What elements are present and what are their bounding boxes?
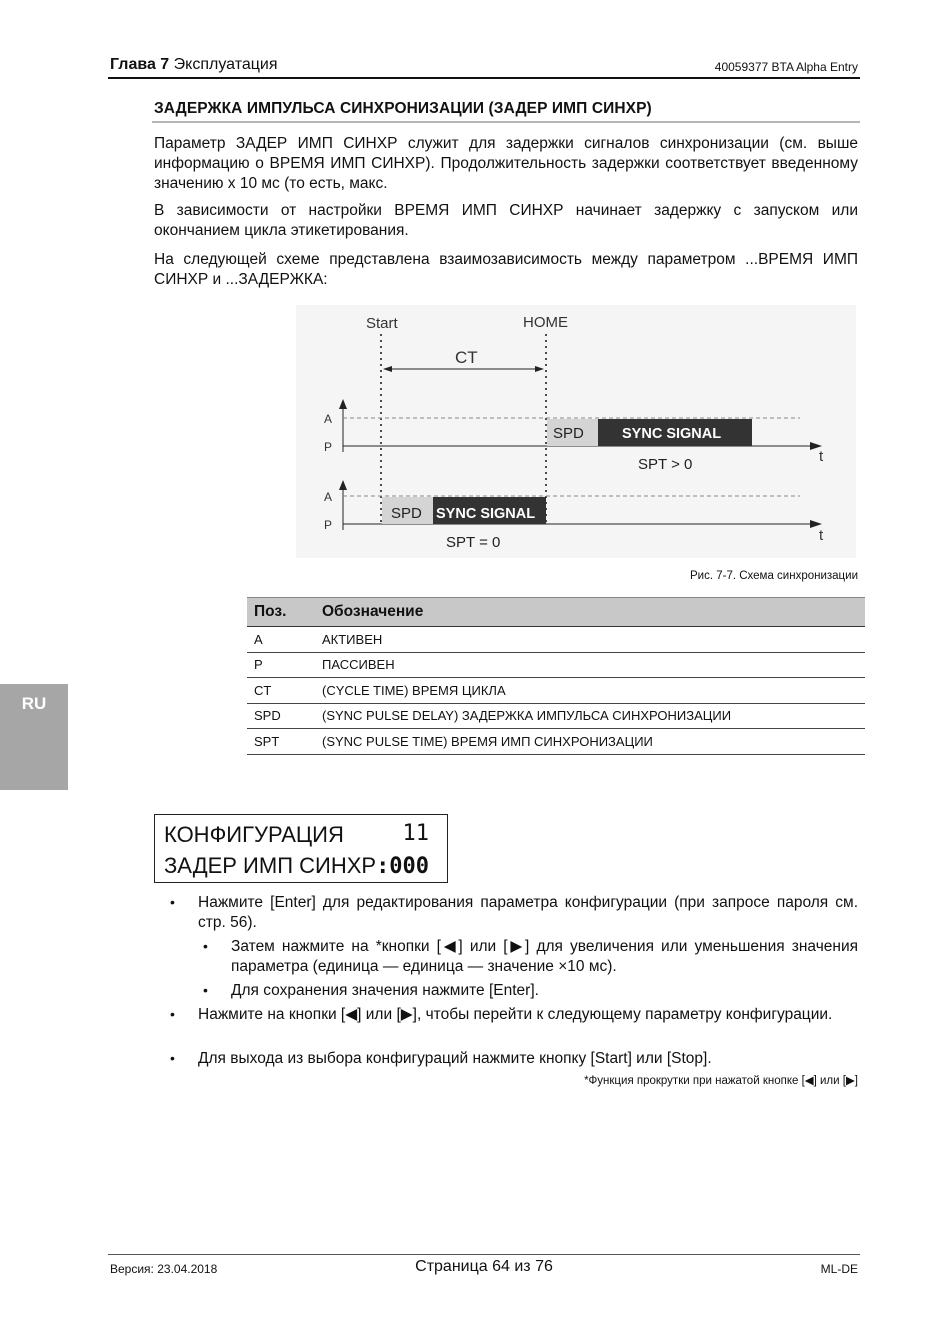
- upper-p-label: P: [324, 440, 333, 454]
- table-row: [247, 627, 865, 653]
- paragraph-3: На следующей схеме представлена взаимозависимость между параметром ...ВРЕМЯ ИМП СИНХР и ...ЗАДЕРЖКА:: [154, 251, 858, 288]
- table-row: [247, 678, 865, 704]
- lcd-display: [154, 814, 448, 883]
- legend-pos: CT: [247, 678, 315, 704]
- legend-col-desc: Обозначение: [315, 598, 865, 627]
- lower-spd-label: SPD: [391, 505, 422, 522]
- lower-a-label: A: [324, 490, 333, 504]
- lcd-line2: [164, 853, 429, 879]
- upper-t-label: t: [819, 448, 824, 465]
- sync-timing-diagram: [0, 0, 950, 600]
- upper-sync-label: SYNC SIGNAL: [622, 426, 722, 442]
- start-label: Start: [366, 315, 398, 332]
- footer-divider: [108, 1254, 860, 1255]
- bullet-3: Для выхода из выбора конфигураций нажмите кнопку [Start] или [Stop].: [198, 1050, 712, 1067]
- footnote: *Функция прокрутки при нажатой кнопке [◀] или [▶]: [584, 1075, 858, 1087]
- ct-label: CT: [455, 348, 478, 367]
- legend-pos: A: [247, 627, 315, 653]
- lcd-line1-number: 11: [402, 821, 429, 846]
- language-tab: [0, 684, 68, 790]
- bullet-2: Нажмите на кнопки [◀] или [▶], чтобы перейти к следующему параметру конфигурации.: [198, 1006, 833, 1023]
- bullet-dot: •: [170, 894, 175, 910]
- legend-table: [247, 597, 865, 755]
- doc-id: 40059377 BTA Alpha Entry: [714, 60, 858, 74]
- legend-header-row: [247, 598, 865, 627]
- bullet-1a: Затем нажмите на *кнопки [◀] или [▶] для увеличения или уменьшения значения параметра (единица — единица — значение ×10 мс).: [231, 938, 858, 975]
- legend-col-pos: Поз.: [247, 598, 315, 627]
- legend-desc: (SYNC PULSE TIME) ВРЕМЯ ИМП СИНХРОНИЗАЦИИ: [315, 729, 865, 755]
- lcd-line2-label: ЗАДЕР ИМП СИНХР: [164, 853, 377, 878]
- table-row: [247, 729, 865, 755]
- bullet-1b: Для сохранения значения нажмите [Enter].: [231, 982, 539, 999]
- legend-desc: АКТИВЕН: [315, 627, 865, 653]
- chapter-number: Глава 7: [110, 56, 170, 73]
- spt-gt0-label: SPT > 0: [638, 456, 693, 473]
- footer-lang: ML-DE: [820, 1262, 858, 1276]
- home-label: HOME: [523, 314, 568, 331]
- upper-spd-label: SPD: [553, 425, 584, 442]
- language-tab-label: RU: [21, 694, 47, 713]
- bullet-dot: •: [203, 938, 208, 954]
- legend-pos: SPD: [247, 703, 315, 729]
- lower-p-label: P: [324, 518, 333, 532]
- upper-a-label: A: [324, 412, 333, 426]
- table-row: [247, 703, 865, 729]
- footer-version: Версия: 23.04.2018: [110, 1262, 218, 1276]
- table-row: [247, 652, 865, 678]
- section-title: ЗАДЕРЖКА ИМПУЛЬСА СИНХРОНИЗАЦИИ (ЗАДЕР ИМП СИНХР): [154, 100, 652, 117]
- legend-pos: P: [247, 652, 315, 678]
- lcd-line2-value: :000: [376, 854, 430, 879]
- legend-desc: (CYCLE TIME) ВРЕМЯ ЦИКЛА: [315, 678, 865, 704]
- paragraph-2: В зависимости от настройки ВРЕМЯ ИМП СИНХР начинает задержку с запуском или окончанием цикла этикетирования.: [154, 202, 858, 239]
- bullet-dot: •: [170, 1050, 175, 1066]
- bullet-dot: •: [170, 1006, 175, 1022]
- bullet-dot: •: [203, 982, 208, 998]
- spt-eq0-label: SPT = 0: [446, 534, 501, 551]
- figure-caption: Рис. 7-7. Схема синхронизации: [689, 570, 858, 582]
- lcd-line1: КОНФИГУРАЦИЯ: [164, 822, 344, 847]
- footer-page-number: Страница 64 из 76: [415, 1258, 553, 1275]
- legend-desc: (SYNC PULSE DELAY) ЗАДЕРЖКА ИМПУЛЬСА СИНХРОНИЗАЦИИ: [315, 703, 865, 729]
- legend-pos: SPT: [247, 729, 315, 755]
- paragraph-1: Параметр ЗАДЕР ИМП СИНХР служит для задержки сигналов синхронизации (см. выше информацию о ВРЕМЯ ИМП СИНХР). Продолжительность задержки соответствует введенному значению x 10 мс (то есть, макс.: [154, 135, 858, 192]
- bullet-1: Нажмите [Enter] для редактирования параметра конфигурации (при запросе пароля см. стр. 56).: [198, 894, 858, 931]
- lower-t-label: t: [819, 527, 824, 544]
- lower-sync-label: SYNC SIGNAL: [436, 506, 536, 522]
- legend-desc: ПАССИВЕН: [315, 652, 865, 678]
- chapter-title: Эксплуатация: [169, 56, 278, 73]
